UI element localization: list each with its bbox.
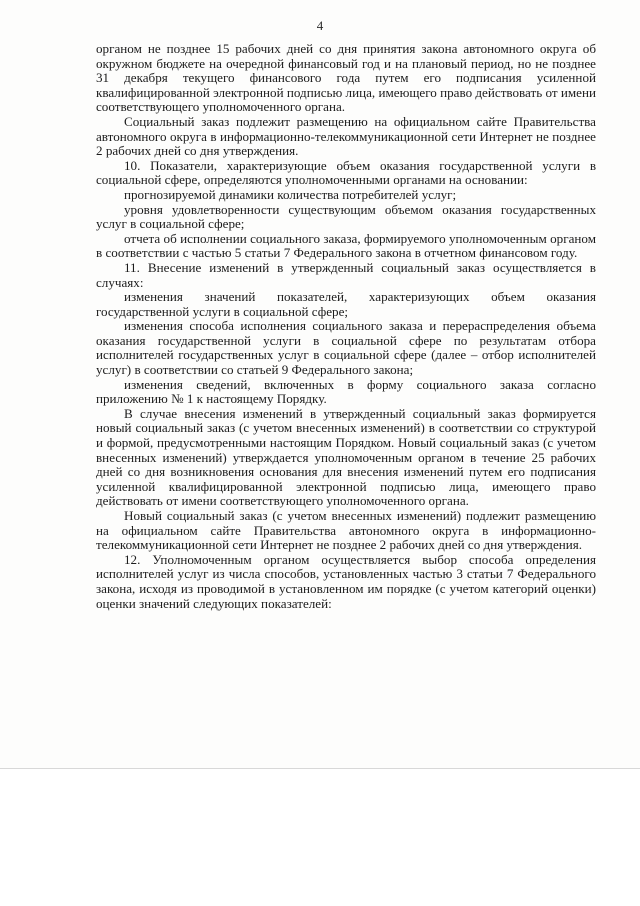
paragraph: изменения сведений, включенных в форму социального заказа согласно приложению № 1 к настоящему Порядку.: [96, 376, 596, 407]
paragraph: 11. Внесение изменений в утвержденный социальный заказ осуществляется в случаях:: [96, 259, 596, 290]
paragraph: 12. Уполномоченным органом осуществляется выбор способа определения исполнителей услуг из числа способов, установленных частью 3 статьи 7 Федерального закона, исходя из проводимой в установленном им порядке (с учетом категорий оценки) оценки значений следующих показателей:: [96, 551, 596, 611]
page-number: 4: [316, 18, 324, 33]
paragraph: уровня удовлетворенности существующим объемом оказания государственных услуг в социальной сфере;: [96, 201, 596, 232]
paragraph: Новый социальный заказ (с учетом внесенных изменений) подлежит размещению на официальном сайте Правительства автономного округа в информационно-телекоммуникационной сети Интернет не позднее 2 рабочих дней со дня утверждения.: [96, 508, 596, 553]
document-body: [96, 42, 596, 611]
blank-area: [0, 768, 640, 906]
paragraph: изменения значений показателей, характеризующих объем оказания государственной услуги в социальной сфере;: [96, 289, 596, 319]
paragraph: В случае внесения изменений в утвержденный социальный заказ формируется новый социальный заказ (с учетом внесенных изменений) в соответствии со структурой и формой, предусмотренными настоящим Порядком. Новый социальный заказ (с учетом внесенных изменений) утверждается уполномоченным органом в течение 25 рабочих дней со дня возникновения основания для внесения изменений путем его подписания усиленной квалифицированной электронной подписью лица, имеющего право действовать от имени соответствующего уполномоченного органа.: [96, 405, 596, 509]
paragraph: 10. Показатели, характеризующие объем оказания государственной услуги в социальной сфере, определяются уполномоченными органами на основании:: [96, 157, 596, 188]
paragraph: органом не позднее 15 рабочих дней со дня принятия закона автономного округа об окружном бюджете на очередной финансовый год и на плановый период, но не позднее 31 декабря текущего финансового года путем его подписания усиленной квалифицированной электронной подписью лица, имеющего право действовать от имени соответствующего уполномоченного органа.: [96, 41, 596, 115]
paragraph: Социальный заказ подлежит размещению на официальном сайте Правительства автономного округа в информационно-телекоммуникационной сети Интернет не позднее 2 рабочих дней со дня утверждения.: [96, 113, 596, 159]
paragraph: отчета об исполнении социального заказа, формируемого уполномоченным органом в соответствии с частью 5 статьи 7 Федерального закона в отчетном финансовом году.: [96, 230, 596, 261]
paragraph: прогнозируемой динамики количества потребителей услуг;: [124, 186, 457, 202]
paragraph: изменения способа исполнения социального заказа и перераспределения объема оказания государственной услуги в социальной сфере по результатам отбора исполнителей государственных услуг в социальной сфере (далее – отбор исполнителей услуг) в соответствии со статьей 9 Федерального закона;: [96, 318, 596, 378]
